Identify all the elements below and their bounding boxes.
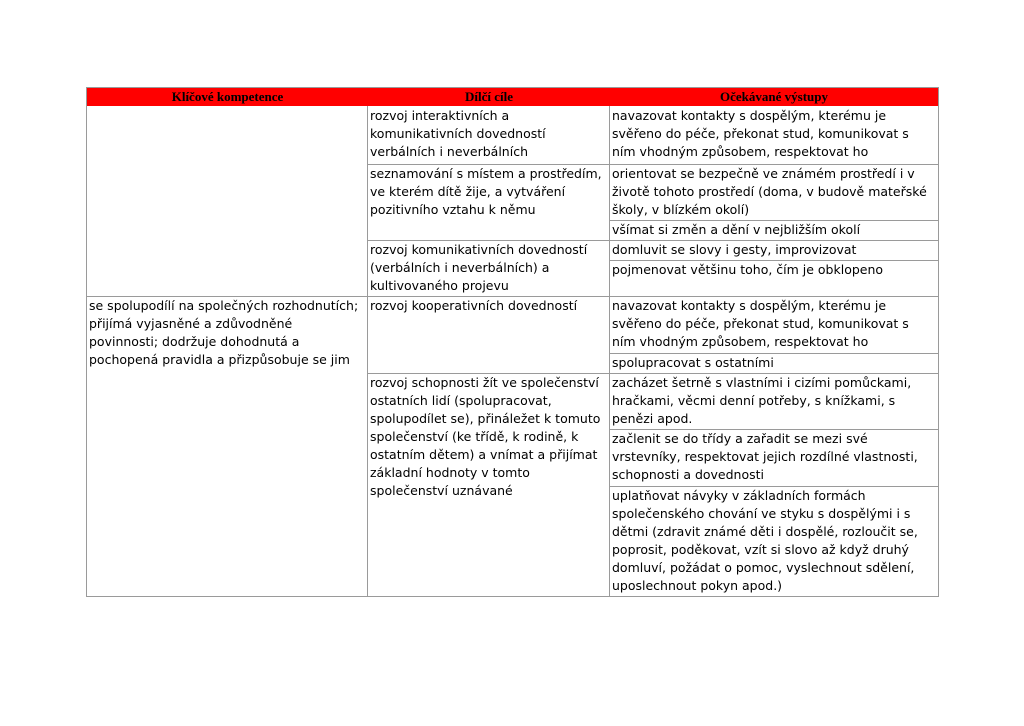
header-key-competences: Klíčové kompetence [171,89,284,104]
output-cell: spolupracovat s ostatními [612,355,774,370]
goal-cell: rozvoj komunikativních dovedností (verbálních i neverbálních) a kultivovaného projevu [370,242,588,293]
goal-cell: rozvoj schopnosti žít ve společenství ostatních lidí (spolupracovat, spolupodílet se), přináležet k tomuto společenství (ke třídě, k rodině, k ostatním dětem) a vnímat a přijímat základní hodnoty v tomto společenství uznávané [370,375,601,498]
output-cell: začlenit se do třídy a zařadit se mezi své vrstevníky, respektovat jejich rozdílné vlastnosti, schopnosti a dovednosti [612,431,918,482]
header-partial-goals: Dílčí cíle [464,89,513,104]
output-cell: navazovat kontakty s dospělým, kterému je svěřeno do péče, překonat stud, komunikovat s ním vhodným způsobem, respektovat ho [612,108,909,159]
competence-cell: se spolupodílí na společných rozhodnutích; přijímá vyjasněné a zdůvodněné povinnosti; dodržuje dohodnutá a pochopená pravidla a přizpůsobuje se jim [89,298,359,367]
output-cell: zacházet šetrně s vlastními i cizími pomůckami, hračkami, věcmi denní potřeby, s knížkami, s penězi apod. [612,375,912,426]
output-cell: všímat si změn a dění v nejbližším okolí [612,222,861,237]
table-header-row [87,88,938,106]
output-cell: navazovat kontakty s dospělým, kterému je svěřeno do péče, překonat stud, komunikovat s ním vhodným způsobem, respektovat ho [612,298,909,349]
output-cell: pojmenovat většinu toho, čím je obklopeno [612,262,884,277]
header-expected-outputs: Očekávané výstupy [720,89,828,104]
output-cell: uplatňovat návyky v základních formách společenského chování ve styku s dospělými i s dětmi (zdravit známé děti i dospělé, rozloučit se, poprosit, poděkovat, vzít si slovo až když druhý domluví, požádat o pomoc, vyslechnout sdělení, uposlechnout pokyn apod.) [612,488,918,593]
goal-cell: rozvoj interaktivních a komunikativních dovedností verbálních i neverbálních [370,108,546,159]
output-cell: orientovat se bezpečně ve známém prostředí i v životě tohoto prostředí (doma, v budově mateřské školy, v blízkém okolí) [612,166,927,217]
goal-cell: seznamování s místem a prostředím, ve kterém dítě žije, a vytváření pozitivního vztahu k němu [370,166,602,217]
output-cell: domluvit se slovy i gesty, improvizovat [612,242,857,257]
competence-table [86,87,939,597]
goal-cell: rozvoj kooperativních dovedností [370,298,578,313]
